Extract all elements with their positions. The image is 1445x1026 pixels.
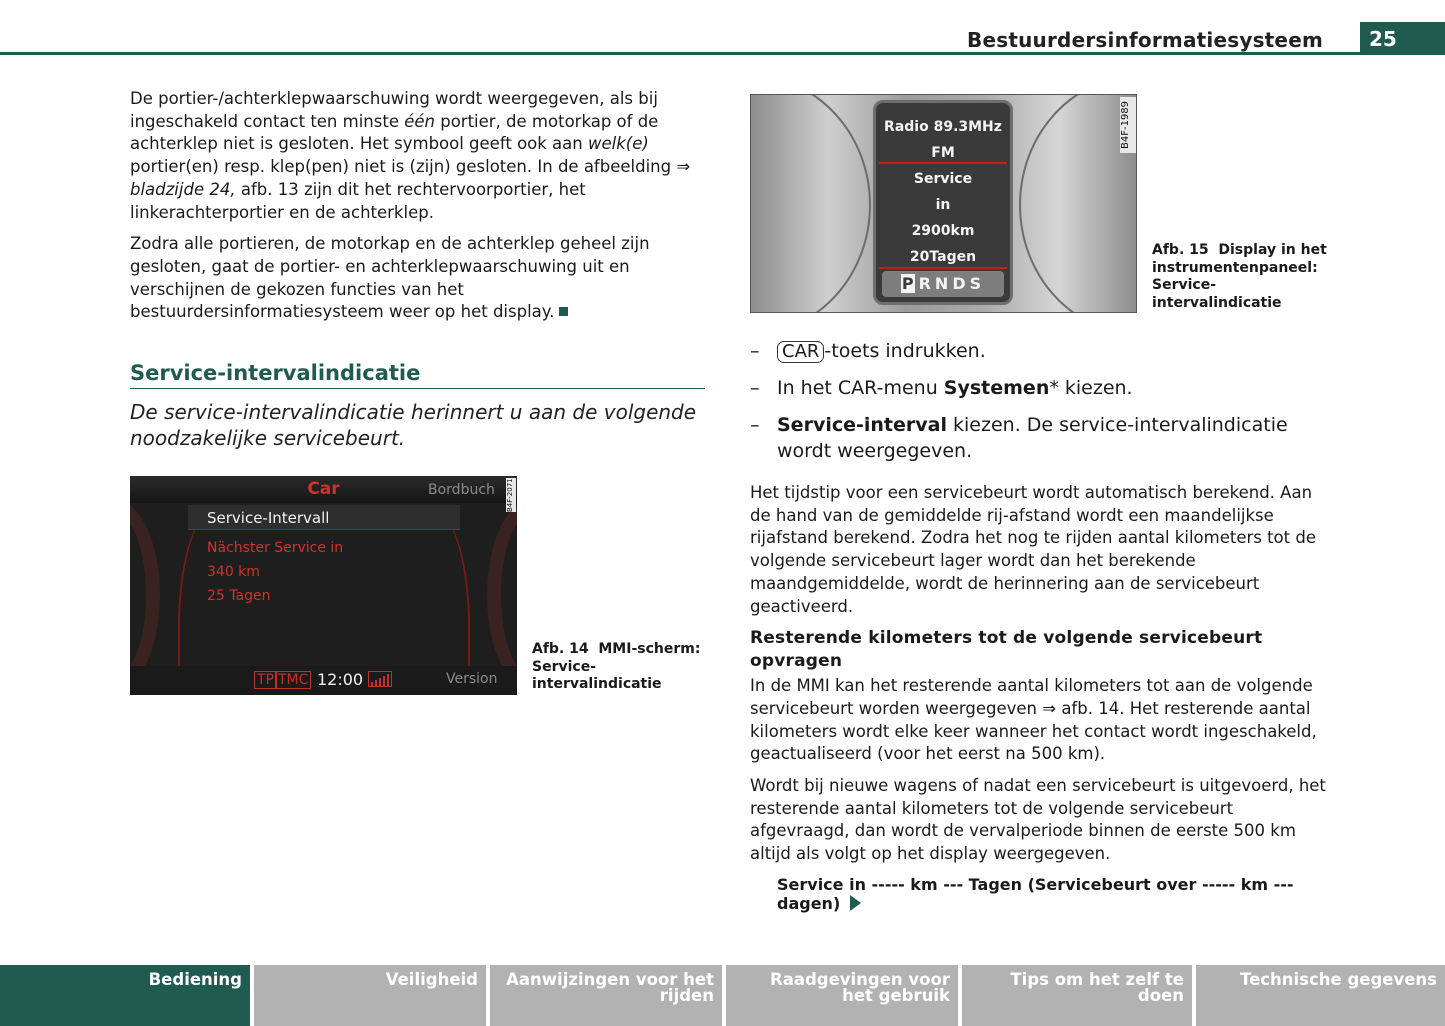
mmi-right-arc: [487, 500, 517, 690]
cluster-band-line: FM: [931, 145, 955, 161]
step-select-systemen: – In het CAR-menu Systemen* kiezen.: [750, 377, 1133, 399]
left-column: [130, 88, 705, 451]
gear-indicator: P RNDS: [882, 271, 1004, 297]
door-closed-paragraph: Zodra alle portieren, de motorkap en de achterklep geheel zijn gesloten, gaat de portier- en achterklepwaarschuwing uit en verschijnen de gekozen functies van het bestuurdersinformatiesysteem weer op het display.: [130, 234, 650, 322]
mmi-panel-frame: [178, 506, 470, 666]
figure-15-caption: Afb. 15 Display in het instrumentenpaneel: Service-intervalindicatie: [1152, 242, 1327, 311]
chapter-tabs: [0, 965, 1445, 1026]
door-warning-paragraph: De portier-/achterklepwaarschuwing wordt weergegeven, als bij ingeschakeld contact ten minste één portier, de motorkap of de achterklep niet is gesloten. Het symbool geeft ook aan welk(e) portier(en) resp. klep(pen) niet is (zijn) gesloten. In de afbeelding ⇒ bladzijde 24, afb. 13 zijn dit het rechtervoorportier, het linkerachterportier en de achterklep.: [130, 89, 691, 222]
display-format-line: Service in ----- km --- Tagen (Servicebeurt over ----- km --- dagen): [777, 874, 1294, 913]
tab-veiligheid[interactable]: Veiligheid: [254, 965, 486, 1026]
mmi-version-label: Version: [446, 671, 498, 687]
cluster-line-service: Service: [913, 171, 973, 187]
mmi-bordbuch-label: Bordbuch: [428, 482, 495, 498]
step-select-service-interval: – Service-interval kiezen. De service-intervalindicatie wordt weergegeven.: [750, 414, 1288, 462]
selected-gear: P: [901, 274, 914, 293]
cluster-divider-bottom: [879, 267, 1007, 269]
mmi-image-id: B4F-2071: [506, 478, 514, 512]
cluster-line-days: 20Tagen: [909, 249, 977, 265]
page-number: 25: [1360, 22, 1445, 55]
calculation-paragraph: Het tijdstip voor een servicebeurt wordt automatisch berekend. Aan de hand van de gemiddelde rij-afstand wordt een maandelijkse rijafstand berekend. Zodra het nog te rijden aantal kilometers tot de volgende servicebeurt lager wordt dan het berekende maandgemiddelde, wordt de herinnering aan de servicebeurt geactiveerd.: [750, 483, 1316, 616]
mmi-left-arc: [130, 500, 160, 690]
cluster-line-in: in: [935, 197, 951, 213]
cluster-display: [873, 100, 1013, 305]
continue-arrow-icon: [850, 895, 861, 911]
mmi-tp-indicator: TP: [254, 671, 277, 689]
new-vehicle-paragraph: Wordt bij nieuwe wagens of nadat een servicebeurt is uitgevoerd, het resterende aantal kilometers tot de volgende servicebeurt afgevraagd, dan wordt de vervalperiode binnen de eerste 500 km altijd als volgt op het display weergegeven.: [750, 776, 1326, 864]
mmi-line-next-service: Nächster Service in: [207, 540, 344, 556]
tab-tips[interactable]: Tips om het zelf te doen: [962, 965, 1192, 1026]
mmi-remaining-paragraph: In de MMI kan het resterende aantal kilometers tot aan de volgende servicebeurt worden weergegeven ⇒ afb. 14. Het resterende aantal kilometers wordt elke keer wanneer het contact wordt ingeschakeld, geactualiseerd (voor het eerst na 500 km).: [750, 676, 1317, 764]
mmi-line-km: 340 km: [207, 564, 260, 580]
instruction-steps: [750, 338, 1330, 475]
cluster-image-id: B4F-1989: [1120, 97, 1136, 153]
mmi-screen-figure: [130, 476, 517, 695]
tab-raadgevingen[interactable]: Raadgevingen voor het gebruik: [726, 965, 958, 1026]
header-rule: [0, 52, 1360, 55]
mmi-menu-item-service-intervall: Service-Intervall: [188, 505, 460, 530]
section-heading: Service-intervalindicatie: [130, 361, 705, 389]
mmi-line-days: 25 Tagen: [207, 588, 271, 604]
instrument-cluster-figure: [750, 94, 1137, 313]
cluster-divider-top: [879, 162, 1007, 164]
cluster-line-km: 2900km: [911, 223, 975, 239]
page-reference-link[interactable]: ⇒ bladzijde 24,: [130, 157, 691, 199]
running-header-title: Bestuurdersinformatiesysteem: [967, 28, 1323, 52]
section-intro: De service-intervalindicatie herinnert u aan de volgende noodzakelijke servicebeurt.: [130, 400, 697, 451]
car-key: CAR: [777, 341, 824, 363]
figure-14-caption: Afb. 14 MMI-scherm: Service-intervalindicatie: [532, 641, 701, 692]
right-column-text: [750, 482, 1330, 913]
cluster-radio-line: Radio 89.3MHz: [884, 119, 1002, 135]
mmi-title: Car: [307, 479, 340, 499]
signal-strength-icon: [368, 671, 392, 687]
tab-aanwijzingen[interactable]: Aanwijzingen voor het rijden: [490, 965, 722, 1026]
tab-bediening[interactable]: Bediening: [0, 965, 250, 1026]
left-gauge-dial: [750, 94, 871, 313]
remaining-km-subheading: Resterende kilometers tot de volgende servicebeurt opvragen: [750, 628, 1263, 672]
mmi-tmc-indicator: TMC: [275, 671, 311, 689]
section-end-mark: [559, 307, 568, 316]
mmi-clock: 12:00: [317, 670, 364, 689]
tab-technische-gegevens[interactable]: Technische gegevens: [1196, 965, 1445, 1026]
step-press-car: – CAR -toets indrukken.: [750, 340, 986, 362]
